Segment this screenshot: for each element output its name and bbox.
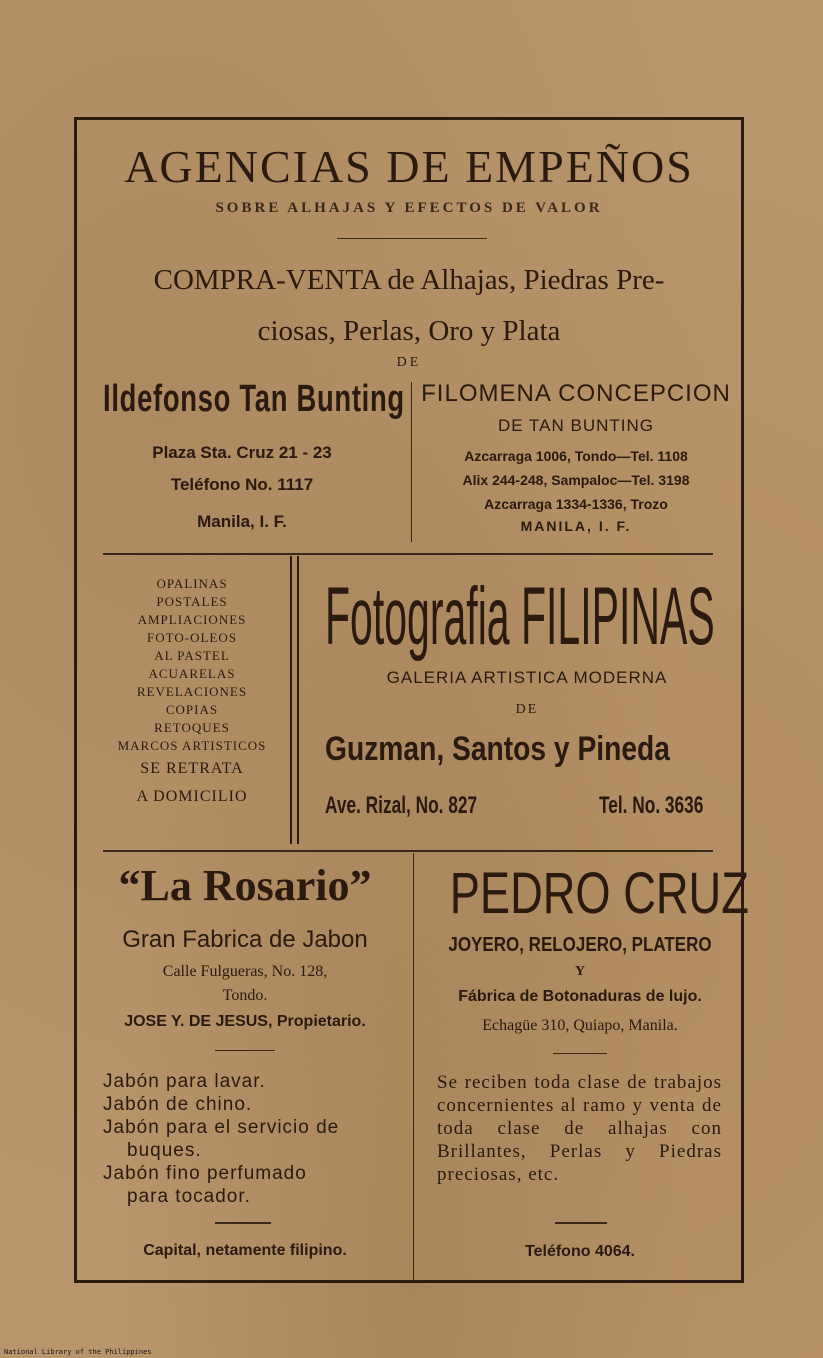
- service-extra: A DOMICILIO: [136, 788, 248, 805]
- section-divider: [103, 850, 713, 852]
- left-owner-phone: Teléfono No. 1117: [170, 475, 314, 494]
- foto-title: Fotografia FILIPINAS: [325, 571, 715, 662]
- vertical-rule-right: [297, 556, 299, 844]
- column-divider: [413, 853, 414, 1281]
- compra-line-1: COMPRA-VENTA de Alhajas, Piedras Pre-: [153, 264, 665, 296]
- services-list: [97, 575, 287, 811]
- service-item: RETOQUES: [154, 720, 230, 735]
- pedro-telephone: Teléfono 4064.: [525, 1243, 635, 1260]
- right-owner-address-3: Azcarraga 1334-1336, Trozo: [484, 496, 668, 512]
- foto-owners: Guzman, Santos y Pineda: [325, 730, 670, 768]
- service-item: AMPLIACIONES: [137, 612, 247, 627]
- foto-galeria: GALERIA ARTISTICA MODERNA: [386, 668, 668, 687]
- service-item: POSTALES: [156, 594, 228, 609]
- pedro-description: Se reciben toda clase de trabajos concernientes al ramo y venta de toda clase de alhajas con Brillantes, Perlas y Piedras preciosas, etc.: [437, 1072, 722, 1185]
- pedro-address: Echagüe 310, Quiapo, Manila.: [482, 1017, 678, 1034]
- divider: [215, 1050, 275, 1051]
- rosario-footer: Capital, netamente filipino.: [143, 1242, 347, 1259]
- rosario-address-2: Tondo.: [222, 987, 268, 1004]
- pedro-trades: JOYERO, RELOJERO, PLATERO: [448, 934, 712, 956]
- header-subtitle: SOBRE ALHAJAS Y EFECTOS DE VALOR: [215, 200, 603, 216]
- foto-de: DE: [515, 702, 539, 717]
- pedro-title: PEDRO CRUZ: [449, 861, 749, 926]
- left-owner-name: Ildefonso Tan Bunting: [103, 378, 405, 420]
- right-owner-address-1: Azcarraga 1006, Tondo—Tel. 1108: [464, 448, 688, 464]
- service-item: AL PASTEL: [154, 648, 230, 663]
- product-item: Jabón fino perfumado: [103, 1163, 307, 1184]
- compra-line-2: ciosas, Perlas, Oro y Plata: [257, 315, 561, 347]
- de-label: DE: [396, 355, 422, 370]
- rosario-title: “La Rosario”: [118, 861, 372, 910]
- divider: [337, 238, 487, 239]
- header-title: AGENCIAS DE EMPEÑOS: [124, 141, 694, 192]
- product-item: Jabón de chino.: [103, 1094, 253, 1115]
- service-item: FOTO-OLEOS: [147, 630, 237, 645]
- left-owner-city: Manila, I. F.: [197, 512, 287, 531]
- service-item: REVELACIONES: [136, 684, 248, 699]
- foto-telephone: Tel. No. 3636: [599, 792, 704, 819]
- divider: [553, 1053, 607, 1054]
- rosario-owner: JOSE Y. DE JESUS, Propietario.: [124, 1013, 366, 1030]
- right-owner-address-2: Alix 244-248, Sampaloc—Tel. 3198: [462, 472, 690, 488]
- product-item: para tocador.: [127, 1186, 251, 1207]
- divider: [555, 1222, 607, 1224]
- service-item: MARCOS ARTISTICOS: [117, 738, 267, 753]
- right-owner-subname: DE TAN BUNTING: [498, 416, 654, 435]
- product-item: buques.: [127, 1140, 202, 1161]
- pedro-y: Y: [574, 964, 586, 979]
- pedro-fabrica: Fábrica de Botonaduras de lujo.: [458, 988, 702, 1005]
- service-item: OPALINAS: [156, 576, 228, 591]
- product-item: Jabón para lavar.: [103, 1071, 266, 1092]
- rosario-fabrica: Gran Fabrica de Jabon: [122, 926, 368, 953]
- library-credit: National Library of the Philippines: [4, 1348, 152, 1356]
- service-item: COPIAS: [165, 702, 219, 717]
- rosario-address-1: Calle Fulgueras, No. 128,: [162, 963, 328, 980]
- right-owner-name: FILOMENA CONCEPCION: [421, 380, 731, 407]
- foto-address: Ave. Rizal, No. 827: [325, 792, 478, 819]
- service-extra: SE RETRATA: [140, 760, 244, 777]
- product-item: Jabón para el servicio de: [103, 1117, 340, 1138]
- advertisement-frame: [74, 117, 749, 1283]
- right-owner-city: MANILA, I. F.: [520, 518, 632, 534]
- rosario-products: [103, 1070, 393, 1208]
- left-owner-address-1: Plaza Sta. Cruz 21 - 23: [152, 443, 332, 462]
- vertical-rule-left: [290, 556, 292, 844]
- rosario-address: [77, 960, 413, 1008]
- divider: [215, 1222, 271, 1224]
- service-item: ACUARELAS: [148, 666, 236, 681]
- section-divider: [103, 553, 713, 555]
- compra-venta-text: [77, 255, 741, 357]
